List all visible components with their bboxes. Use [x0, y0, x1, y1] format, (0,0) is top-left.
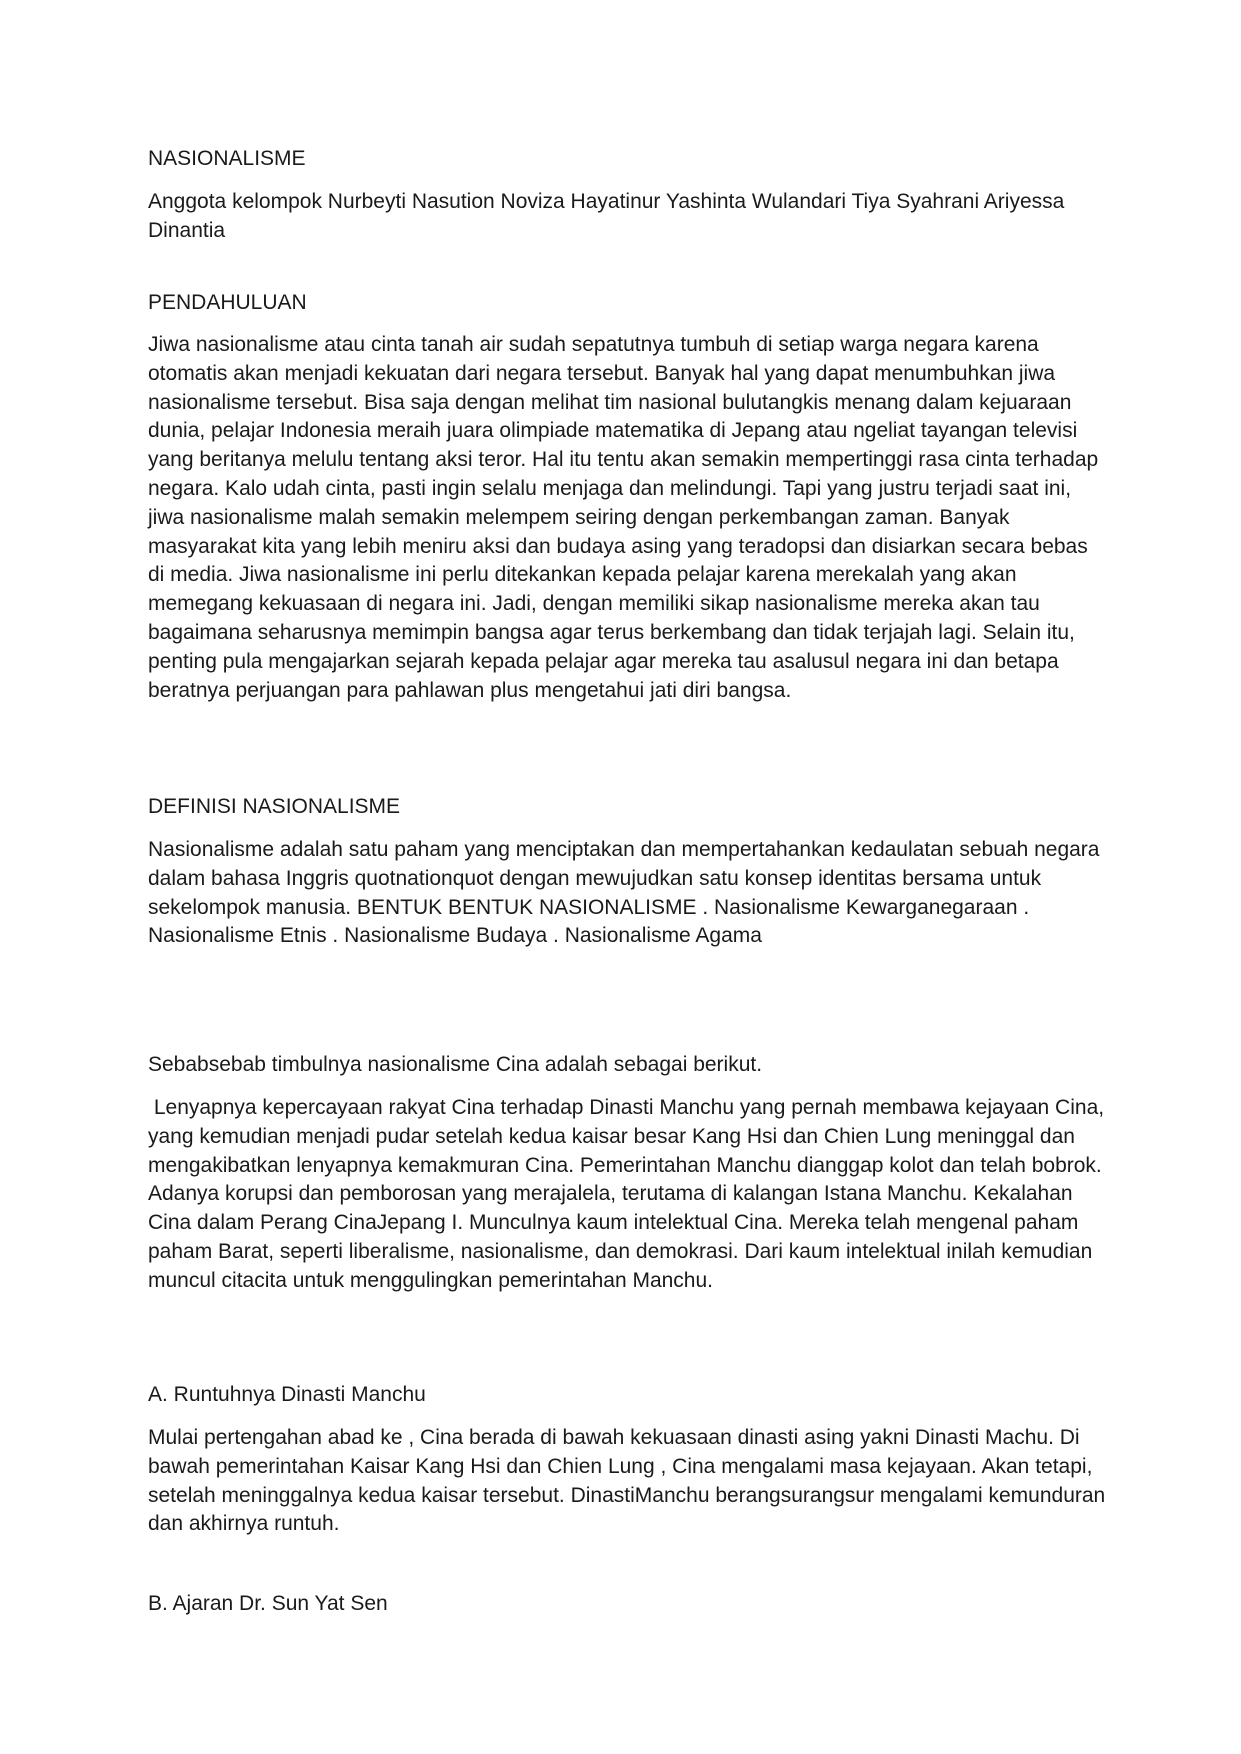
section-b-heading: B. Ajaran Dr. Sun Yat Sen [148, 1592, 388, 1615]
causes-intro: Sebabsebab timbulnya nasionalisme Cina adalah sebagai berikut. [148, 1053, 763, 1076]
introduction-paragraph: Jiwa nasionalisme atau cinta tanah air sudah sepatutnya tumbuh di setiap warga negara karena otomatis akan menjadi kekuatan dari negara tersebut. Banyak hal yang dapat menumbuhkan jiwa nasionalisme tersebut. Bisa saja dengan melihat tim nasional bulutangkis menang dalam kejuaraan dunia, pelajar Indonesia meraih juara olimpiade matematika di Jepang atau ngeliat tayangan televisi yang beritanya melulu tentang aksi teror. Hal itu tentu akan semakin mempertinggi rasa cinta terhadap negara. Kalo udah cinta, pasti ingin selalu menjaga dan melindungi. Tapi yang justru terjadi saat ini, jiwa nasionalisme malah semakin melempem seiring dengan perkembangan zaman. Banyak masyarakat kita yang lebih meniru aksi dan budaya asing yang teradopsi dan disiarkan secara bebas di media. Jiwa nasionalisme ini perlu ditekankan kepada pelajar karena merekalah yang akan memegang kekuasaan di negara ini. Jadi, dengan memiliki sikap nasionalisme mereka akan tau bagaimana seharusnya memimpin bangsa agar terus berkembang dan tidak terjajah lagi. Selain itu, penting pula mengajarkan sejarah kepada pelajar agar mereka tau asalusul negara ini dan betapa beratnya perjuangan para pahlawan plus mengetahui jati diri bangsa. [148, 333, 1099, 702]
definition-heading: DEFINISI NASIONALISME [148, 795, 401, 818]
document-title: NASIONALISME [148, 147, 306, 170]
group-members: Anggota kelompok Nurbeyti Nasution Noviza Hayatinur Yashinta Wulandari Tiya Syahrani Ariyessa Dinantia [148, 190, 1065, 242]
causes-paragraph: Lenyapnya kepercayaan rakyat Cina terhadap Dinasti Manchu yang pernah membawa kejayaan Cina, yang kemudian menjadi pudar setelah kedua kaisar besar Kang Hsi dan Chien Lung meninggal dan mengakibatkan lenyapnya kemakmuran Cina. Pemerintahan Manchu dianggap kolot dan telah bobrok. Adanya korupsi dan pemborosan yang merajalela, terutama di kalangan Istana Manchu. Kekalahan Cina dalam Perang CinaJepang I. Munculnya kaum intelektual Cina. Mereka telah mengenal paham paham Barat, seperti liberalisme, nasionalisme, dan demokrasi. Dari kaum intelektual inilah kemudian muncul citacita untuk menggulingkan pemerintahan Manchu. [148, 1096, 1110, 1292]
definition-paragraph: Nasionalisme adalah satu paham yang menciptakan dan mempertahankan kedaulatan sebuah negara dalam bahasa Inggris quotnationquot dengan mewujudkan satu konsep identitas bersama untuk sekelompok manusia. BENTUK BENTUK NASIONALISME . Nasionalisme Kewarganegaraan . Nasionalisme Etnis . Nasionalisme Budaya . Nasionalisme Agama [148, 838, 1100, 948]
section-a-paragraph: Mulai pertengahan abad ke , Cina berada di bawah kekuasaan dinasti asing yakni Dinasti Machu. Di bawah pemerintahan Kaisar Kang Hsi dan Chien Lung , Cina mengalami masa kejayaan. Akan tetapi, setelah meninggalnya kedua kaisar tersebut. DinastiManchu berangsurangsur mengalami kemunduran dan akhirnya runtuh. [148, 1426, 1106, 1536]
introduction-heading: PENDAHULUAN [148, 291, 307, 314]
section-a-heading: A. Runtuhnya Dinasti Manchu [148, 1383, 426, 1406]
document-page [148, 0, 1108, 1754]
